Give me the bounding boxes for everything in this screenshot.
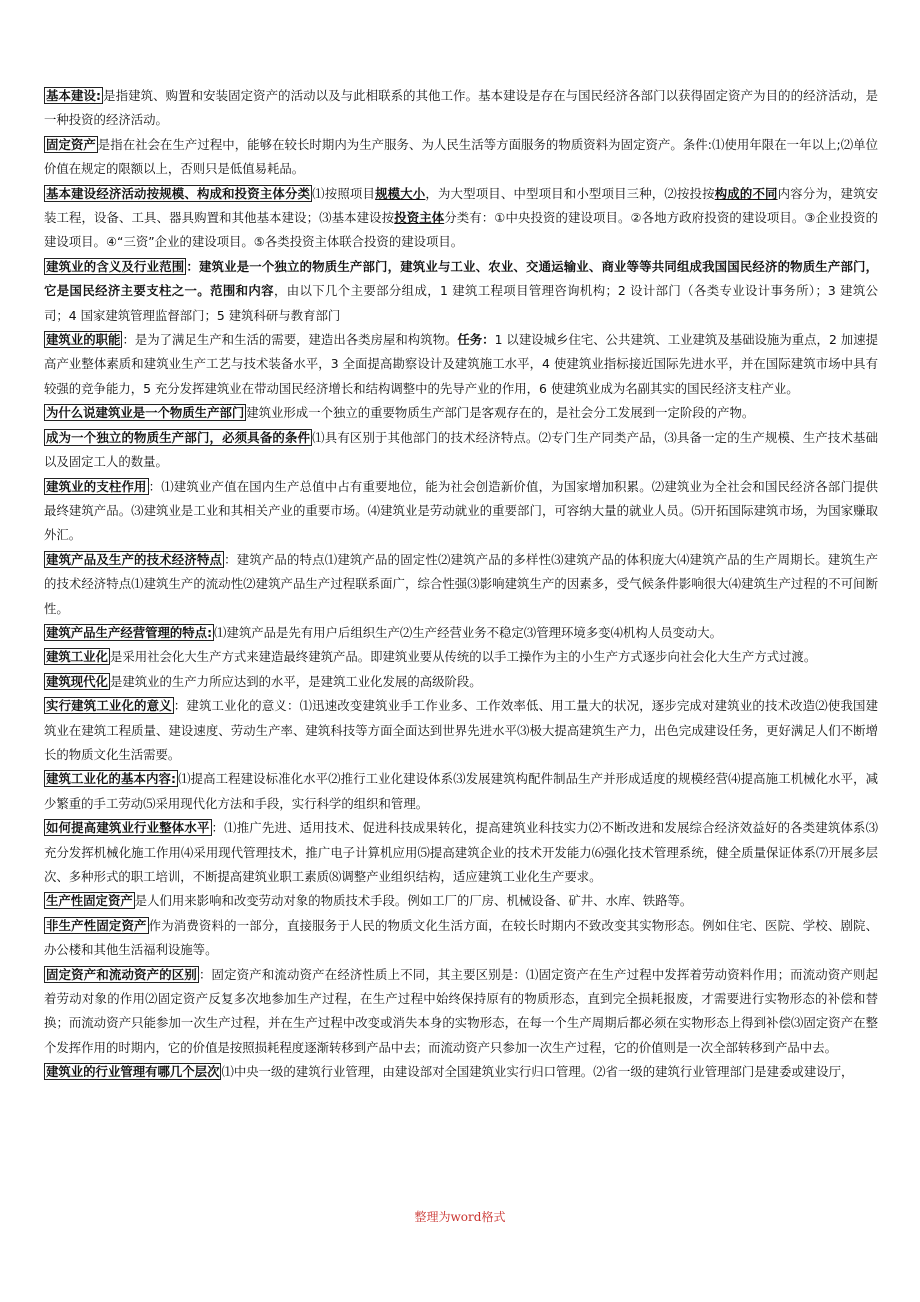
paragraph-pillar-role (44, 475, 878, 548)
term-label: 建筑工业化 (46, 649, 108, 665)
paragraph-industrialization-content (44, 767, 878, 816)
term-label: 建筑业的行业管理有哪几个层次 (46, 1064, 220, 1080)
bold-keyword: 任务： (457, 332, 495, 348)
paragraph-text: ：⑴建筑业产值在国内生产总值中占有重要地位，能为社会创造新价值，为国家增加积累。⑵建筑业为全社会和国民经济各部门提供最终建筑产品。⑶建筑业是工业和其相关产业的重要市场。⑷建筑业是劳动就业的重要部门，可容纳大量的就业人员。⑸开拓国际建筑市场，为国家赚取外汇。 (44, 478, 879, 543)
term-label: 如何提高建筑业行业整体水平 (46, 820, 210, 836)
paragraph-modernization (44, 670, 878, 694)
paragraph-improve-level (44, 816, 878, 889)
paragraph-text: ⑴中央一级的建筑行业管理，由建设部对全国建筑业实行归口管理。⑵省一级的建筑行业管理部门是建委或建设厅， (221, 1064, 854, 1080)
term-label: 基本建设经济活动按规模、构成和投资主体分类 (46, 185, 311, 201)
paragraph-text: ，由以下几个主要部分组成，1 建筑工程项目管理咨询机构；2 设计部门（各类专业设计事务所）；3 建筑公司；4 国家建筑管理监督部门；5 建筑科研与教育部门 (44, 283, 879, 323)
paragraph-industrialization (44, 645, 878, 669)
paragraph-fixed-assets (44, 133, 878, 182)
term-label: 建筑业的含义及行业范围 (46, 258, 185, 274)
paragraph-text: 是指建筑、购置和安装固定资产的活动以及与此相联系的其他工作。基本建设是存在与国民经济各部门以获得固定资产为目的的经济活动，是一种投资的经济活动。 (44, 88, 878, 128)
paragraph-conditions (44, 426, 878, 475)
term-label: 建筑现代化 (46, 673, 108, 689)
paragraph-text: ，为大型项目、中型项目和小型项目三种，⑵按投按 (425, 185, 715, 201)
paragraph-basic-construction (44, 84, 878, 133)
term-label: 建筑产品及生产的技术经济特点 (46, 551, 223, 567)
paragraph-text: 是指在社会在生产过程中，能够在较长时期内为生产服务、为人民生活等方面服务的物质资料为固定资产。条件:⑴使用年限在一年以上;⑵单位价值在规定的限额以上，否则只是低值易耗品。 (44, 136, 878, 177)
paragraph-text: ⑴建筑产品是先有用户后组织生产⑵生产经营业务不稳定⑶管理环境多变⑷机构人员变动大。 (214, 624, 723, 640)
term-label: 固定资产和流动资产的区别 (46, 966, 197, 982)
underlined-keyword: 投资主体 (394, 210, 445, 226)
paragraph-classification (44, 182, 878, 255)
paragraph-industrialization-significance (44, 694, 878, 767)
paragraph-material-production (44, 401, 878, 425)
paragraph-text: 建筑业形成一个独立的重要物质生产部门是客观存在的，是社会分工发展到一定阶段的产物。 (246, 405, 755, 421)
paragraph-text: 分类有：①中央投资的建设项目。②各地方政府投资的建设项目。③企业投资的建设项目。④“三资”企业的建设项目。⑤各类投资主体联合投资的建设项目。 (44, 210, 879, 250)
underlined-keyword: 规模大小 (375, 185, 426, 201)
term-label: 建筑工业化的基本内容: (46, 771, 176, 787)
paragraph-text: 作为消费资料的一部分，直接服务于人民的物质文化生活方面，在较长时期内不致改变其实物形态。例如住宅、医院、学校、剧院、办公楼和其他生活福利设施等。 (44, 917, 879, 958)
paragraph-management-levels (44, 1060, 878, 1084)
paragraph-text: 内容分为，建筑安装工程，设备、工具、器具购置和其他基本建设；⑶基本建设按 (44, 185, 879, 226)
term-label: 建筑产品生产经营管理的特点: (46, 624, 213, 640)
document-body (44, 84, 878, 1085)
term-label: 实行建筑工业化的意义 (46, 698, 172, 714)
bold-keyword: 范围和内容 (210, 283, 274, 299)
paragraph-text: ：建筑业是一个独立的物质生产部门，建筑业与工业、农业、交通运输业、商业等等共同组成我国国民经济的物质生产部门，它是国民经济主要支柱之一。 (44, 258, 879, 299)
term-label: 建筑业的支柱作用 (46, 478, 147, 494)
term-label: 为什么说建筑业是一个物质生产部门 (46, 405, 245, 421)
paragraph-industry-functions (44, 328, 878, 401)
paragraph-text: 是建筑业的生产力所应达到的水平，是建筑工业化发展的高级阶段。 (109, 673, 482, 689)
underlined-keyword: 构成的不同 (714, 185, 778, 201)
paragraph-text: ：是为了满足生产和生活的需要，建造出各类房屋和构筑物。 (122, 332, 458, 348)
page-footer: 整理为word格式 (414, 1210, 506, 1224)
paragraph-productive-assets (44, 889, 878, 913)
paragraph-technical-features (44, 548, 878, 621)
paragraph-text: 1 以建设城乡住宅、公共建筑、工业建筑及基础设施为重点，2 加速提高产业整体素质和建筑业生产工艺与技术装备水平，3 全面提高勘察设计及建筑施工水平，4 使建筑业指标接近国际先进水平，并在国际建筑市场中具有较强的竞争能力，5 充分发挥建筑业在带动国民经济增长和结构调整中的先导产业的作用，6 使建筑业成为名副其实的国民经济支柱产业。 (44, 332, 878, 396)
paragraph-assets-difference (44, 963, 878, 1061)
paragraph-text: 是人们用来影响和改变劳动对象的物质技术手段。例如工厂的厂房、机械设备、矿井、水库、铁路等。 (134, 893, 693, 909)
paragraph-text: ：固定资产和流动资产在经济性质上不同，其主要区别是：⑴固定资产在生产过程中发挥着劳动资料作用；而流动资产则起着劳动对象的作用⑵固定资产反复多次地参加生产过程，在生产过程中始终保持原有的物质形态，直到完全损耗报废，才需要进行实物形态的补偿和替换；而流动资产只能参加一次生产过程，并在生产过程中改变或消失本身的实物形态，在每一个生产周期后都必须在实物形态上得到补偿⑶固定资产在整个发挥作用的时期内，它的价值是按照损耗程度逐渐转移到产品中去；而流动资产只参加一次生产过程，它的价值则是一次全部转移到产品中去。 (44, 966, 879, 1055)
paragraph-management-features (44, 621, 878, 645)
paragraph-text: ：建筑产品的特点⑴建筑产品的固定性⑵建筑产品的多样性⑶建筑产品的体积庞大⑷建筑产品的生产周期长。建筑生产的技术经济特点⑴建筑生产的流动性⑵建筑产品生产过程联系面广，综合性强⑶影响建筑生产的因素多，受气候条件影响很大⑷建筑生产过程的不可间断性。 (44, 551, 879, 616)
paragraph-nonproductive-assets (44, 914, 878, 963)
paragraph-industry-scope (44, 255, 878, 328)
term-label: 建筑业的职能 (46, 332, 121, 348)
paragraph-text: 是采用社会化大生产方式来建造最终建筑产品。即建筑业要从传统的以手工操作为主的小生产方式逐步向社会化大生产方式过渡。 (109, 649, 817, 665)
paragraph-text: ⑴按照项目 (312, 185, 376, 201)
paragraph-text: ⑴具有区别于其他部门的技术经济特点。⑵专门生产同类产品，⑶具备一定的生产规模、生产技术基础以及固定工人的数量。 (44, 429, 879, 470)
term-label: 基本建设: (46, 88, 101, 103)
paragraph-text: ：建筑工业化的意义：⑴迅速改变建筑业手工作业多、工作效率低、用工量大的状况，逐步完成对建筑业的技术改造⑵使我国建筑业在建筑工程质量、建设速度、劳动生产率、建筑科技等方面全面达到世界先进水平⑶极大提高建筑生产力，出色完成建设任务，更好满足人们不断增长的物质文化生活需要。 (44, 698, 879, 762)
term-label: 生产性固定资产 (46, 893, 133, 909)
term-label: 固定资产 (46, 136, 96, 152)
paragraph-text: ⑴提高工程建设标准化水平⑵推行工业化建设体系⑶发展建筑构配件制品生产并形成适度的规模经营⑷提高施工机械化水平，减少繁重的手工劳动⑸采用现代化方法和手段，实行科学的组织和管理。 (44, 771, 878, 811)
term-label: 非生产性固定资产 (46, 917, 147, 933)
term-label: 成为一个独立的物质生产部门，必须具备的条件 (46, 429, 311, 445)
paragraph-text: ：⑴推广先进、适用技术、促进科技成果转化，提高建筑业科技实力⑵不断改进和发展综合经济效益好的各类建筑体系⑶充分发挥机械化施工作用⑷采用现代管理技术，推广电子计算机应用⑸提高建筑企业的技术开发能力⑹强化技术管理系统，健全质量保证体系⑺开展多层次、多种形式的职工培训，不断提高建筑业职工素质⑻调整产业组织结构，适应建筑工业化生产要求。 (44, 820, 879, 884)
